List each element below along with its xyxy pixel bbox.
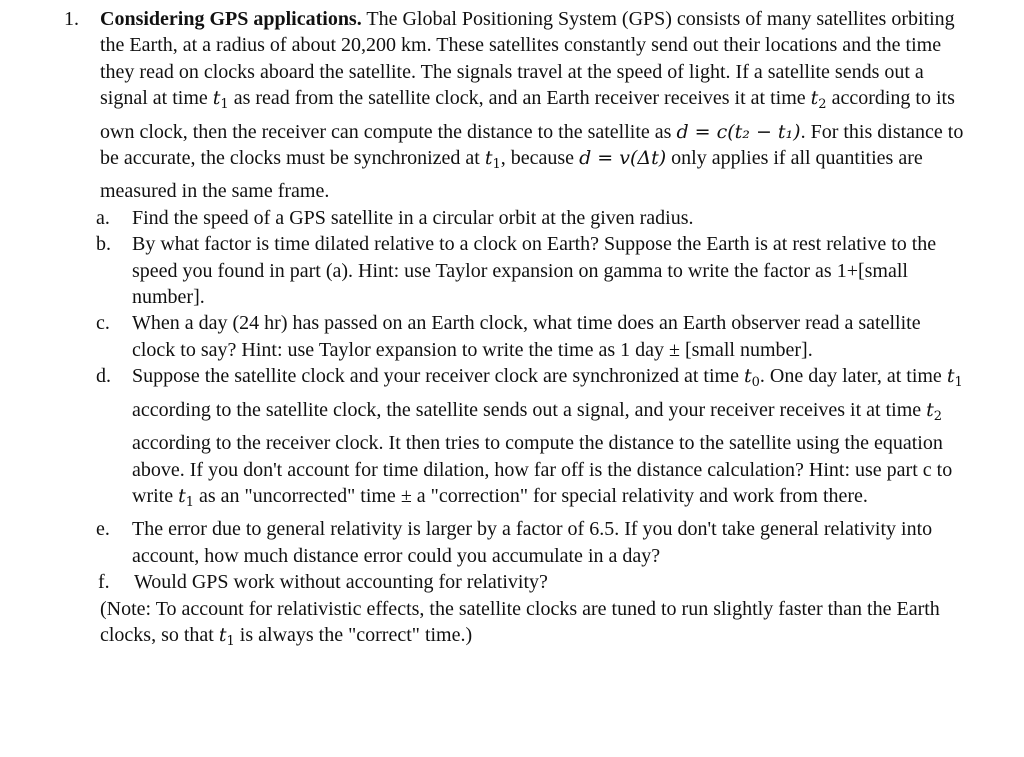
intro-text-4: . For this distance to be accurate, the clocks must be synchronized at (100, 120, 964, 170)
problem-header-row (64, 6, 964, 205)
part-e (96, 516, 964, 569)
part-b-text: By what factor is time dilated relative to a clock on Earth? Suppose the Earth is at rest relative to the speed you found in part (a). Hint: use Taylor expansion on gamma to write the factor as 1+[small number]. (132, 233, 937, 309)
problem-title: Considering GPS applications. (100, 8, 362, 30)
intro-text-6: only applies if all quantities are measured in the same frame. (100, 147, 923, 203)
part-d-text: Suppose the satellite clock and your receiver clock are synchronized at time $t_0$. One day later, at time $t_1$ according to the satellite clock, the satellite sends out a signal, and your receiver receives it at time $t_2$ according to the receiver clock. It then tries to compute the distance to the satellite using the equation above. If you don't account for time dilation, how far off is the distance calculation? Hint: use part c to write $t_1$ as an "uncorrected" time ± a "correction" for special relativity and work from there. (132, 365, 963, 510)
intro-text-1: The Global Positioning System (GPS) consists of many satellites orbiting the Earth, at a radius of about 20,200 km. These satellites constantly send out their locations and the time they read on clocks aboard the satellite. The signals travel at the speed of light. If a satellite sends out a signal at time (100, 8, 955, 110)
parts-list (64, 205, 964, 596)
part-e-letter: e. (96, 518, 110, 541)
part-f-letter: f. (98, 571, 110, 594)
intro-text-3: according to its own clock, then the receiver can compute the distance to the satellite as (100, 87, 955, 143)
problem-1 (64, 6, 964, 655)
part-b (96, 231, 964, 310)
part-d-letter: d. (96, 365, 111, 388)
part-e-text: The error due to general relativity is larger by a factor of 6.5. If you don't take general relativity into account, how much distance error could you accumulate in a day? (132, 518, 933, 567)
equation-distance: d = c(t₂ − t₁) (676, 120, 801, 143)
symbol-t1: $t_1$ (178, 484, 195, 510)
part-f (96, 569, 964, 595)
intro-text-2: as read from the satellite clock, and an Earth receiver receives it at time (228, 87, 811, 110)
part-f-text: Would GPS work without accounting for relativity? (134, 571, 548, 594)
symbol-t1: $t_1$ (946, 365, 963, 391)
problem-number: 1. (64, 8, 79, 30)
intro-text-5: , because (500, 147, 580, 170)
problem-intro (100, 6, 964, 205)
part-c-text: When a day (24 hr) has passed on an Earth clock, what time does an Earth observer read a satellite clock to say? Hint: use Taylor expansion to write the time as 1 day ± [small number]. (132, 312, 921, 361)
part-c-letter: c. (96, 312, 110, 335)
part-b-letter: b. (96, 233, 111, 256)
symbol-t1: $t_1$ (218, 623, 235, 649)
part-a-letter: a. (96, 206, 110, 229)
symbol-t2: $t_2$ (926, 398, 943, 424)
equation-velocity: d = v(Δt) (579, 147, 667, 170)
symbol-t0: $t_0$ (743, 365, 760, 391)
part-c (96, 310, 964, 363)
symbol-t2: $t_2$ (810, 87, 827, 113)
part-a (96, 205, 964, 231)
part-d (96, 363, 964, 516)
symbol-t1: $t_1$ (212, 87, 229, 113)
part-a-text: Find the speed of a GPS satellite in a circular orbit at the given radius. (132, 206, 694, 229)
symbol-t1: $t_1$ (484, 147, 501, 173)
relativity-note: (Note: To account for relativistic effects, the satellite clocks are tuned to run slightly faster than the Earth clocks, so that $t_1$ is always the "correct" time.) (100, 597, 940, 649)
